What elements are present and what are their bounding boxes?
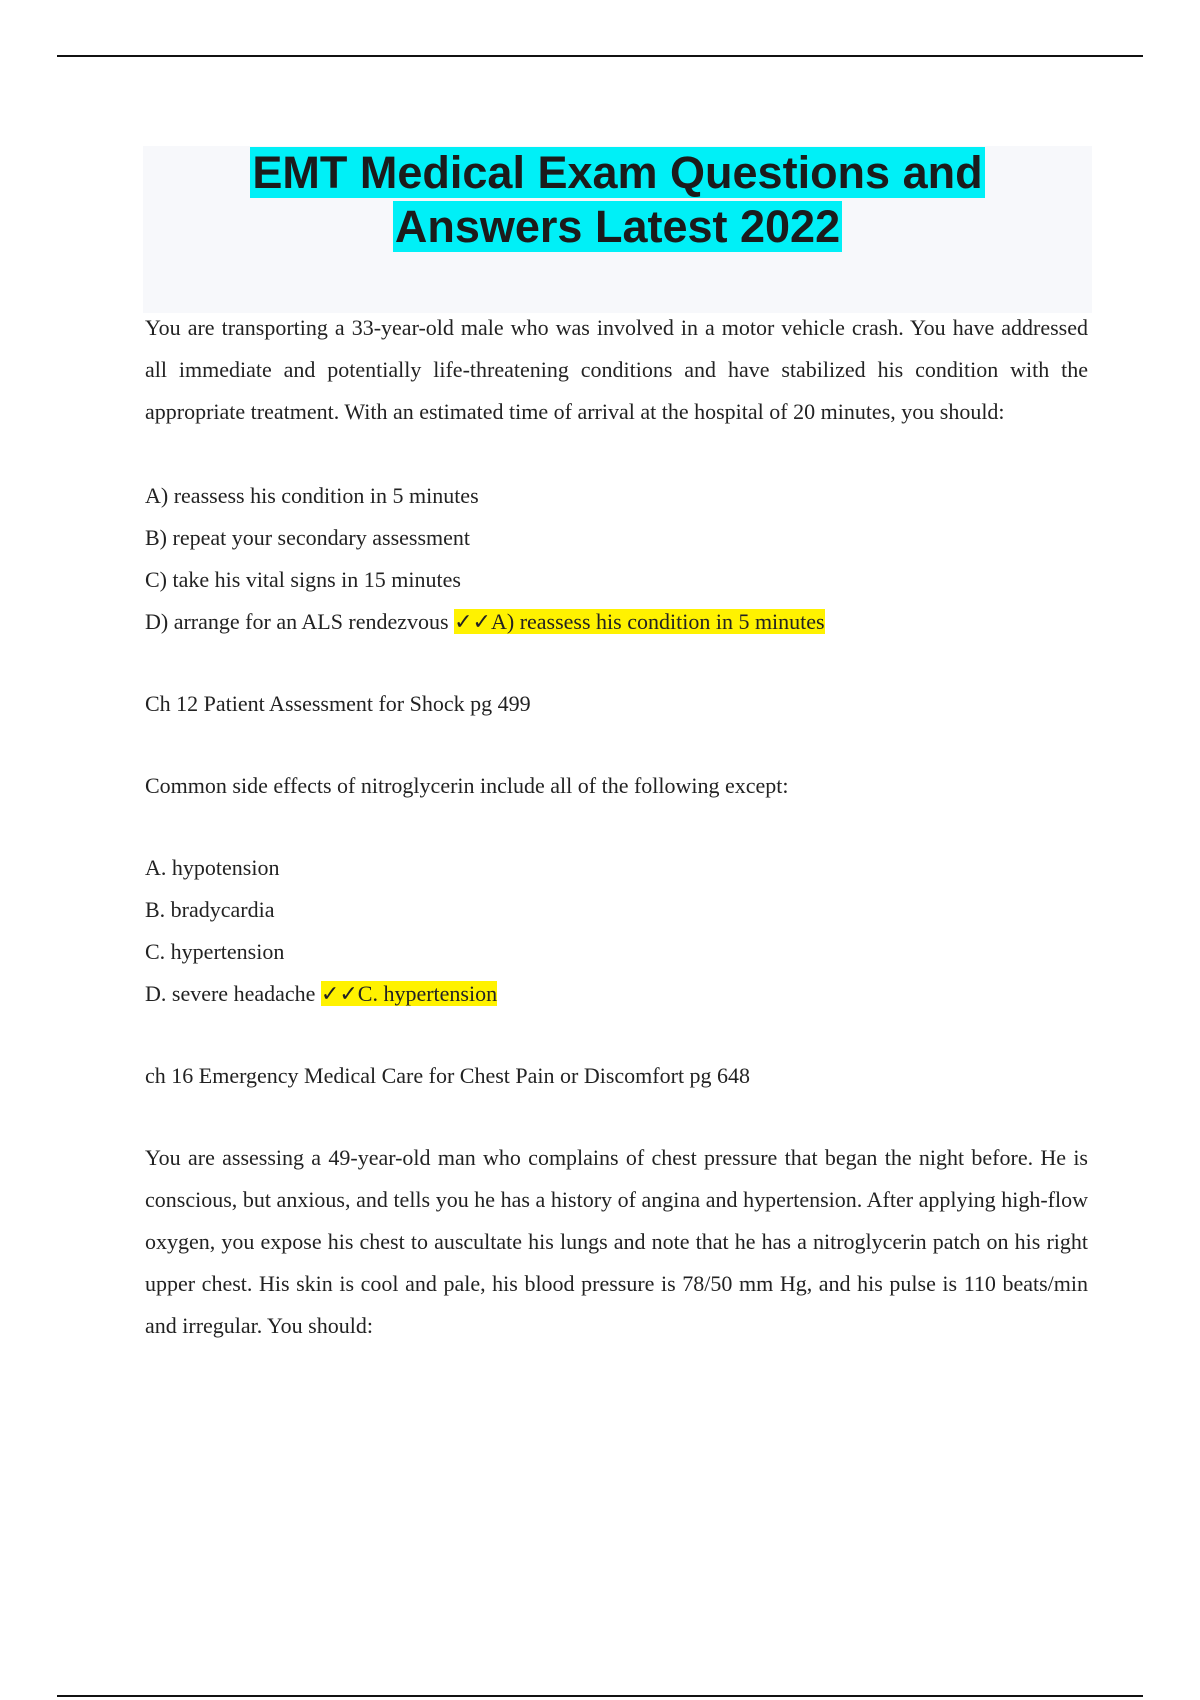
title-line-2: Answers Latest 2022 — [394, 201, 841, 252]
question-1-option-d-row — [145, 601, 1088, 643]
question-2-option-c: C. hypertension — [145, 939, 285, 964]
question-1-option-b: B) repeat your secondary assessment — [145, 525, 471, 550]
question-1-option-d: D) arrange for an ALS rendezvous — [145, 609, 449, 634]
question-2-option-b: B. bradycardia — [145, 897, 275, 922]
page-title — [143, 146, 1092, 254]
question-1-answer: ✓✓A) reassess his condition in 5 minutes — [454, 609, 825, 634]
question-2-option-d: D. severe headache — [145, 981, 316, 1006]
question-1-reference: Ch 12 Patient Assessment for Shock pg 499 — [145, 691, 531, 716]
question-2-text: Common side effects of nitroglycerin include all of the following except: — [145, 773, 789, 798]
document-body — [145, 307, 1088, 1347]
question-2-option-a: A. hypotension — [145, 855, 280, 880]
question-2-answer: ✓✓C. hypertension — [320, 981, 498, 1006]
question-1-option-c: C) take his vital signs in 15 minutes — [145, 567, 461, 592]
question-3-text: You are assessing a 49-year-old man who complains of chest pressure that began the night before. He is conscious, but anxious, and tells you he has a history of angina and hypertension. After applying high-flow oxygen, you expose his chest to auscultate his lungs and note that he has a nitroglycerin patch on his right upper chest. His skin is cool and pale, his blood pressure is 78/50 mm Hg, and his pulse is 110 beats/min and irregular. You should: — [145, 1145, 1088, 1338]
question-2-reference: ch 16 Emergency Medical Care for Chest Pain or Discomfort pg 648 — [145, 1063, 751, 1088]
top-rule — [57, 55, 1143, 57]
bottom-rule — [57, 1695, 1143, 1697]
title-line-1: EMT Medical Exam Questions and — [252, 147, 983, 198]
question-1-text: You are transporting a 33-year-old male who was involved in a motor vehicle crash. You have addressed all immediate and potentially life-threatening conditions and have stabilized his condition with the appropriate treatment. With an estimated time of arrival at the hospital of 20 minutes, you should: — [145, 315, 1088, 424]
question-1-option-a: A) reassess his condition in 5 minutes — [145, 483, 479, 508]
question-2-option-d-row — [145, 973, 1088, 1015]
